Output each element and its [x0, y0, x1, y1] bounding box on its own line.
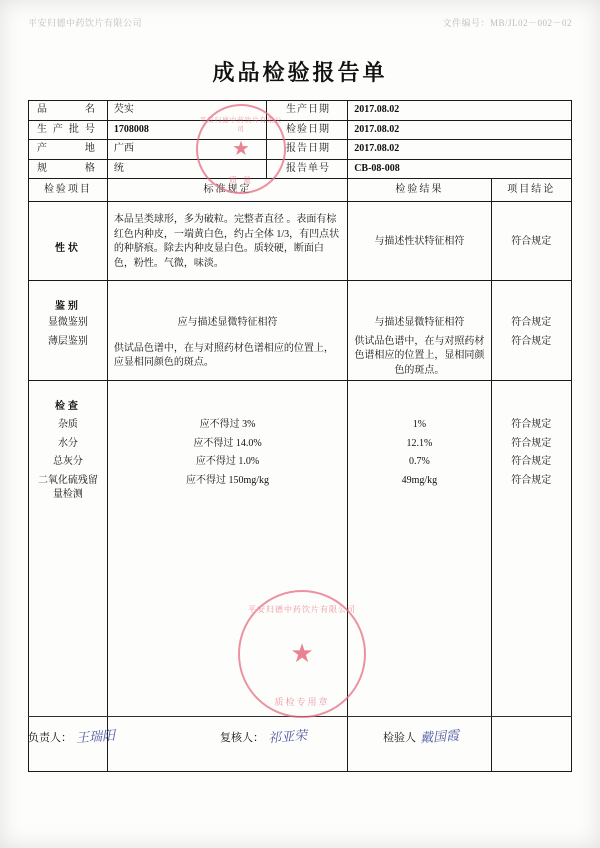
- spacer-identification-standard: [107, 281, 347, 315]
- responsible-signature: [28, 726, 115, 745]
- stamp-large-bottom-text: 质检专用章: [274, 697, 330, 707]
- star-icon: ★: [232, 138, 250, 160]
- result-moisture: 12.1%: [348, 435, 491, 454]
- table-row: [29, 453, 572, 472]
- signature-row: [28, 722, 572, 762]
- conclusion-tlc-id: 符合规定: [491, 333, 571, 381]
- info-value-report-no: CB-08-008: [348, 159, 572, 179]
- stamp-small-bottom-text: 质 量: [229, 176, 253, 185]
- stamp-large-top-text: 平安归德中药饮片有限公司: [248, 605, 356, 614]
- info-value-report-date: 2017.08.02: [348, 140, 572, 160]
- info-label-spec: 规 格: [29, 159, 108, 179]
- conclusion-so2-residue: 符合规定: [491, 472, 571, 772]
- info-value-production-date: 2017.08.02: [348, 101, 572, 121]
- page-header: [28, 16, 572, 30]
- report-table: [28, 100, 572, 772]
- section-label-identification: [29, 281, 108, 315]
- section-label-appearance-text: 性状: [54, 243, 81, 254]
- conclusion-appearance: 符合规定: [491, 202, 571, 281]
- standard-moisture: 应不得过 14.0%: [107, 435, 347, 454]
- standard-impurity: 应不得过 3%: [107, 416, 347, 435]
- project-microscopic-id: 显微鉴别: [29, 314, 108, 333]
- info-value-test-date: 2017.08.02: [348, 120, 572, 140]
- info-label-report-no: 报告单号: [266, 159, 347, 179]
- conclusion-microscopic-id: 符合规定: [491, 314, 571, 333]
- col-header-project: 检验项目: [29, 179, 108, 202]
- table-row: [29, 435, 572, 454]
- table-row: [29, 381, 572, 417]
- responsible-name: 王瑞阳: [75, 727, 116, 746]
- responsible-label: 负责人：: [28, 732, 72, 744]
- table-row: [29, 202, 572, 281]
- standard-total-ash: 应不得过 1.0%: [107, 453, 347, 472]
- inspector-signature: [383, 726, 459, 745]
- standard-appearance: 本品呈类球形，多为破粒。完整者直径 。表面有棕红色内种皮，一端黄白色，约占全体 1/3，有凹点状的种脐痕。除去内种皮显白色。质较硬，断面白色，粉性。气微，味淡。: [107, 202, 347, 281]
- reviewer-name: 祁亚荣: [267, 727, 308, 746]
- info-label-origin: 产 地: [29, 140, 108, 160]
- info-row: [29, 159, 572, 179]
- col-header-result: 检验结果: [348, 179, 491, 202]
- info-row: [29, 140, 572, 160]
- col-header-standard: 标准规定: [107, 179, 347, 202]
- project-so2-residue: 二氧化硫残留量检测: [29, 472, 108, 772]
- info-label-report-date: 报告日期: [266, 140, 347, 160]
- spacer-examination-conclusion: [491, 381, 571, 417]
- spacer-identification-conclusion: [491, 281, 571, 315]
- standard-tlc-id: 供试品色谱中，在与对照药材色谱相应的位置上，应显相同颜色的斑点。: [107, 333, 347, 381]
- conclusion-moisture: 符合规定: [491, 435, 571, 454]
- page-title: 成品检验报告单: [212, 60, 388, 85]
- result-microscopic-id: 与描述显微特征相符: [348, 314, 491, 333]
- info-label-production-date: 生产日期: [266, 101, 347, 121]
- footer-divider: [28, 716, 572, 717]
- info-value-origin: 广西: [107, 140, 266, 160]
- project-tlc-id: 薄层鉴别: [29, 333, 108, 381]
- result-tlc-id: 供试品色谱中，在与对照药材色谱相应的位置上，显相同颜色的斑点。: [348, 333, 491, 381]
- result-so2-residue: 49mg/kg: [348, 472, 491, 772]
- reviewer-label: 复核人：: [220, 732, 264, 744]
- inspector-name: 戴国霞: [419, 727, 460, 746]
- conclusion-total-ash: 符合规定: [491, 453, 571, 472]
- header-company: 平安归德中药饮片有限公司: [28, 18, 143, 28]
- spacer-examination-standard: [107, 381, 347, 417]
- section-label-identification-text: 鉴别: [54, 300, 81, 312]
- info-value-batch: 1708008: [107, 120, 266, 140]
- info-value-name: 芡实: [107, 101, 266, 121]
- star-icon: ★: [290, 639, 314, 668]
- project-total-ash: 总灰分: [29, 453, 108, 472]
- project-impurity: 杂质: [29, 416, 108, 435]
- spacer-identification-result: [348, 281, 491, 315]
- section-label-examination: [29, 381, 108, 417]
- table-header-row: [29, 179, 572, 202]
- section-label-examination-text: 检查: [54, 400, 81, 412]
- table-row: [29, 333, 572, 381]
- inspector-label: 检验人: [383, 732, 416, 744]
- header-doc-number: 文件编号：MB/JL02－002－02: [442, 18, 572, 28]
- conclusion-impurity: 符合规定: [491, 416, 571, 435]
- result-total-ash: 0.7%: [348, 453, 491, 472]
- info-label-test-date: 检验日期: [266, 120, 347, 140]
- spacer-examination-result: [348, 381, 491, 417]
- table-row: [29, 314, 572, 333]
- result-impurity: 1%: [348, 416, 491, 435]
- info-label-batch: 生产批号: [29, 120, 108, 140]
- section-label-appearance: [29, 202, 108, 281]
- standard-so2-residue: 应不得过 150mg/kg: [107, 472, 347, 772]
- info-value-spec: 统: [107, 159, 266, 179]
- result-appearance: 与描述性状特征相符: [348, 202, 491, 281]
- table-row: [29, 416, 572, 435]
- reviewer-signature: [220, 726, 307, 745]
- info-row: [29, 101, 572, 121]
- col-header-conclusion: 项目结论: [491, 179, 571, 202]
- table-row: [29, 281, 572, 315]
- info-label-name: 品 名: [29, 101, 108, 121]
- standard-microscopic-id: 应与描述显微特征相符: [107, 314, 347, 333]
- stamp-small-top-text: 平安归德中药饮片有限公司: [199, 117, 283, 133]
- project-moisture: 水分: [29, 435, 108, 454]
- info-row: [29, 120, 572, 140]
